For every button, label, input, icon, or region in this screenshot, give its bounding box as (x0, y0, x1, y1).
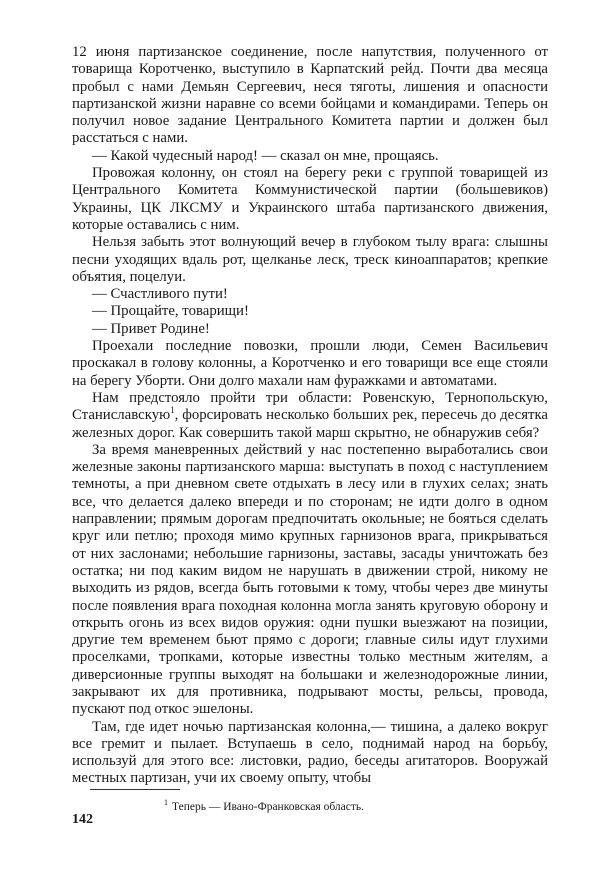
paragraph-5: — Счастливого пути! (92, 286, 228, 303)
footnote-mark: 1 (164, 798, 168, 807)
paragraph-9 (72, 390, 548, 442)
paragraph-2: — Какой чудесный народ! — сказал он мне, прощаясь. (92, 147, 439, 164)
paragraph-1: 12 июня партизанское соединение, после напутствия, полученного от товарища Коротченко, выступило в Карпатский рейд. Почти два месяца пробыл с нами Демьян Сергеевич, неся тяготы, лишения и опасности партизанской жизни наравне со всеми бойцами и командирами. Теперь он получил новое задание Центрального Комитета партии и должен был расстаться с нами. (72, 44, 548, 147)
body-text (72, 44, 548, 788)
paragraph-9-after: , форсировать несколько больших рек, пересечь до десятка железных дорог. Как совершить такой марш скрытно, не обнаружив себя? (72, 407, 548, 441)
paragraph-6: — Прощайте, товарищи! (92, 303, 249, 320)
footnote-text: Теперь — Ивано-Франковская область. (172, 800, 365, 813)
paragraph-9-before: Нам предстояло пройти три области: Ровенскую, Тернопольскую, Станиславскую (72, 389, 548, 424)
footnote (164, 796, 364, 814)
page-number: 142 (72, 812, 93, 827)
footnote-reference[interactable]: 1 (170, 405, 175, 416)
paragraph-4: Нельзя забыть этот волнующий вечер в глубоком тылу врага: слышны песни уходящих вдаль рот, щелканье леск, треск киноаппаратов; крепкие объятия, поцелуи. (72, 234, 548, 285)
paragraph-10: За время маневренных действий у нас постепенно выработались свои железные законы партизанского марша: выступать в поход с наступлением темноты, а при дневном свете отдыхать в лесу или в глухих селах; знать все, что делается далеко впереди и по сторонам; не идти долго в одном направлении; прямым дорогам предпочитать окольные; не бояться сделать круг или петлю; проходя мимо крупных гарнизонов врага, прикрываться от них заслонами; небольшие гарнизоны, заставы, засады уничтожать без остатка; ни под каким видом не нарушать в движении строй, никому не выходить из рядов, всегда быть готовыми к тому, чтобы через две минуты после появления врага походная колонна могла занять круговую оборону и открыть огонь из всех видов оружия: одни пушки выезжают на позиции, другие тем временем бьют прямо с дороги; главные силы идут глухими проселками, тропками, которые известны только местным жителям, а диверсионные группы выходят на большаки и железнодорожные линии, закрывают их для противника, подрывают мосты, рельсы, провода, пускают под откос эшелоны. (72, 441, 548, 718)
footnote-divider (90, 789, 180, 790)
paragraph-7: — Привет Родине! (92, 320, 210, 337)
paragraph-11: Там, где идет ночью партизанская колонна,— тишина, а далеко вокруг все гремит и пылает. Вступаешь в село, поднимай народ на борьбу, используй для этого все: листовки, радио, беседы агитаторов. Вооружай местных партизан, учи их своему опыту, чтобы (72, 718, 548, 787)
paragraph-3: Провожая колонну, он стоял на берегу реки с группой товарищей из Центрального Комитета Коммунистической партии (большевиков) Украины, ЦК ЛКСМУ и Украинского штаба партизанского движения, которые оставались с ним. (72, 165, 548, 233)
paragraph-8: Проехали последние повозки, прошли люди, Семен Васильевич проскакал в голову колонны, а Коротченко и его товарищи все еще стояли на берегу Уборти. Они долго махали нам фуражками и автоматами. (72, 338, 548, 389)
